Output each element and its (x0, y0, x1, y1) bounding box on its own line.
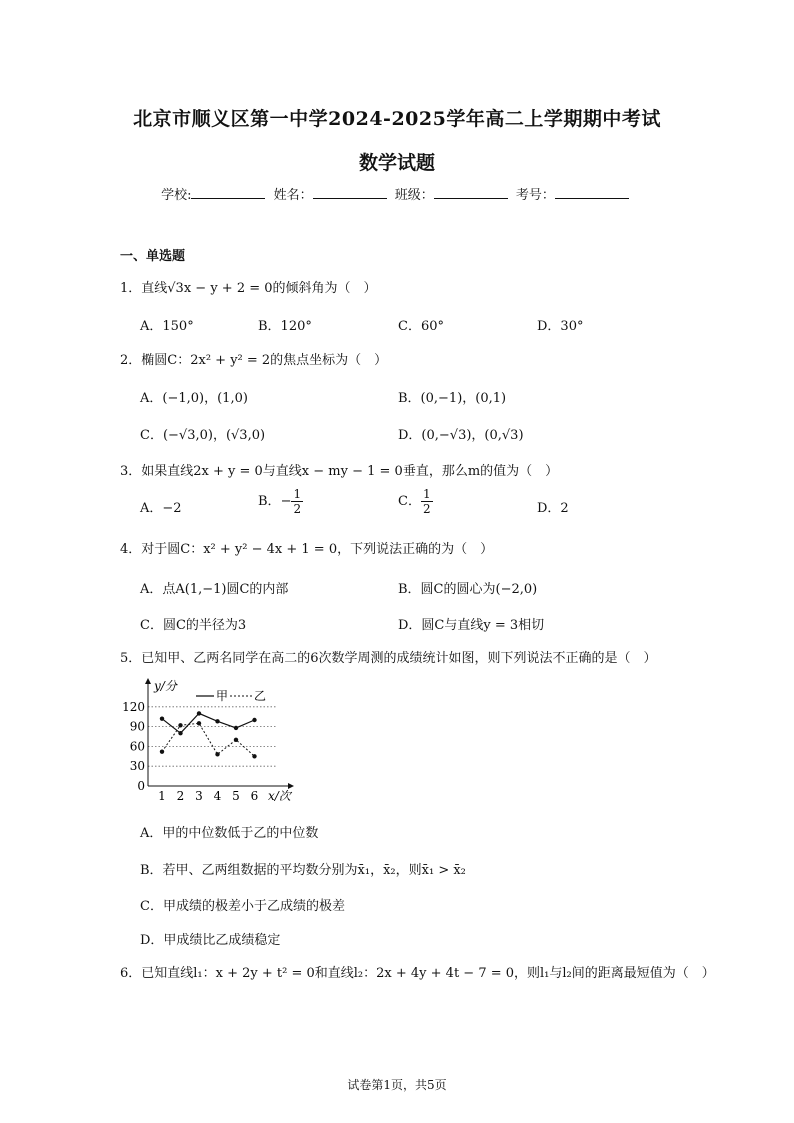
q1-option-c[interactable]: C．60° (398, 319, 444, 334)
fraction-numerator: 1 (422, 487, 431, 501)
data-point (234, 738, 238, 742)
q3-option-d[interactable]: D．2 (537, 501, 569, 516)
data-point (197, 711, 201, 715)
q5-option-a[interactable]: A．甲的中位数低于乙的中位数 (140, 826, 319, 841)
q4-option-b[interactable]: B．圆C的圆心为(−2,0) (398, 582, 538, 597)
y-axis-label: y/分 (154, 679, 177, 693)
q1-option-d[interactable]: D．30° (537, 319, 584, 334)
school-field[interactable] (191, 186, 265, 199)
exam-subtitle: 数学试题 (358, 152, 435, 174)
exam-number-field[interactable] (555, 186, 629, 199)
q4-option-a[interactable]: A．点A(1,−1)圆C的内部 (140, 582, 289, 597)
y-tick-label: 90 (129, 719, 145, 734)
legend-label-yi: 乙 (254, 689, 267, 703)
class-label: 班级： (394, 188, 434, 203)
q2-option-a[interactable]: A．(−1,0)，(1,0) (140, 391, 248, 406)
question-6-stem: 6．已知直线l₁：x + 2y + t² = 0和直线l₂：2x + 4y + 4t − 7 = 0，则l₁与l₂间的距离最短值为（ ） (120, 966, 715, 981)
section-heading: 一、单选题 (120, 249, 186, 264)
name-label: 姓名： (273, 188, 313, 203)
fraction-denominator: 2 (293, 502, 302, 516)
student-info-line (0, 184, 794, 203)
data-point (234, 726, 238, 730)
q5-option-c[interactable]: C．甲成绩的极差小于乙成绩的极差 (140, 899, 345, 914)
q2-option-b[interactable]: B．(0,−1)，(0,1) (398, 391, 507, 406)
y-tick-label: 30 (129, 759, 145, 774)
legend-label-jia: 甲 (216, 689, 229, 703)
q3-option-c[interactable] (398, 487, 433, 516)
x-tick-label: 3 (195, 789, 203, 803)
series-line-jia (162, 713, 255, 733)
x-axis-label: x/次 (268, 789, 291, 803)
y-axis-arrow (145, 678, 151, 684)
fraction-denominator: 2 (422, 502, 431, 516)
data-point (252, 718, 256, 722)
school-label: 学校: (161, 188, 192, 203)
q3-option-c-fraction (421, 487, 433, 516)
name-field[interactable] (313, 186, 387, 199)
q3-option-b-label: B． (258, 494, 281, 509)
question-4-stem: 4．对于圆C：x² + y² − 4x + 1 = 0，下列说法正确的为（ ） (120, 542, 494, 557)
series-line-yi (162, 723, 255, 756)
q3-option-b[interactable] (258, 487, 303, 516)
fraction-numerator: 1 (293, 487, 302, 501)
y-tick-label: 60 (129, 739, 145, 754)
data-point (160, 749, 164, 753)
data-point (252, 754, 256, 758)
q2-option-c[interactable]: C．(−√3,0)，(√3,0) (140, 428, 266, 443)
exam-title: 北京市顺义区第一中学2024-2025学年高二上学期期中考试 (133, 108, 661, 130)
q5-option-b[interactable]: B．若甲、乙两组数据的平均数分别为x̄₁，x̄₂，则x̄₁ > x̄₂ (140, 863, 466, 878)
q5-option-d[interactable]: D．甲成绩比乙成绩稳定 (140, 933, 281, 948)
x-tick-label: 1 (158, 789, 166, 803)
data-point (215, 752, 219, 756)
q3-option-b-sign: − (280, 494, 292, 509)
chart-legend (196, 689, 266, 703)
q3-option-a[interactable]: A．−2 (140, 501, 182, 516)
data-point (215, 719, 219, 723)
y-tick-label: 0 (137, 779, 145, 793)
q4-option-d[interactable]: D．圆C与直线y = 3相切 (398, 618, 545, 633)
chart-gridlines (148, 707, 276, 766)
q1-option-a[interactable]: A．150° (140, 319, 194, 334)
page-footer: 试卷第1页，共5页 (347, 1078, 447, 1092)
x-tick-label: 5 (232, 789, 240, 803)
q2-option-d[interactable]: D．(0,−√3)，(0,√3) (398, 428, 524, 443)
exam-number-label: 考号： (515, 188, 555, 203)
question-1-stem: 1．直线√3x − y + 2 = 0的倾斜角为（ ） (120, 281, 377, 296)
x-tick-label: 2 (176, 789, 185, 803)
data-point (178, 723, 182, 727)
question-3-stem: 3．如果直线2x + y = 0与直线x − my − 1 = 0垂直，那么m的值为（ ） (120, 464, 559, 479)
y-tick-label: 120 (122, 699, 145, 714)
q4-option-c[interactable]: C．圆C的半径为3 (140, 618, 247, 633)
x-tick-label: 4 (213, 789, 222, 803)
class-field[interactable] (434, 186, 508, 199)
x-tick-label: 6 (250, 789, 259, 803)
question-2-stem: 2．椭圆C：2x² + y² = 2的焦点坐标为（ ） (120, 353, 388, 368)
question-5-stem: 5．已知甲、乙两名同学在高二的6次数学周测的成绩统计如图，则下列说法不正确的是（ ） (120, 651, 657, 666)
data-point (178, 731, 182, 735)
q1-option-b[interactable]: B．120° (258, 319, 312, 334)
score-line-chart (122, 676, 303, 806)
q3-option-c-label: C． (398, 494, 421, 509)
q3-option-b-fraction (291, 487, 303, 516)
data-point (160, 716, 164, 720)
data-point (197, 721, 201, 725)
